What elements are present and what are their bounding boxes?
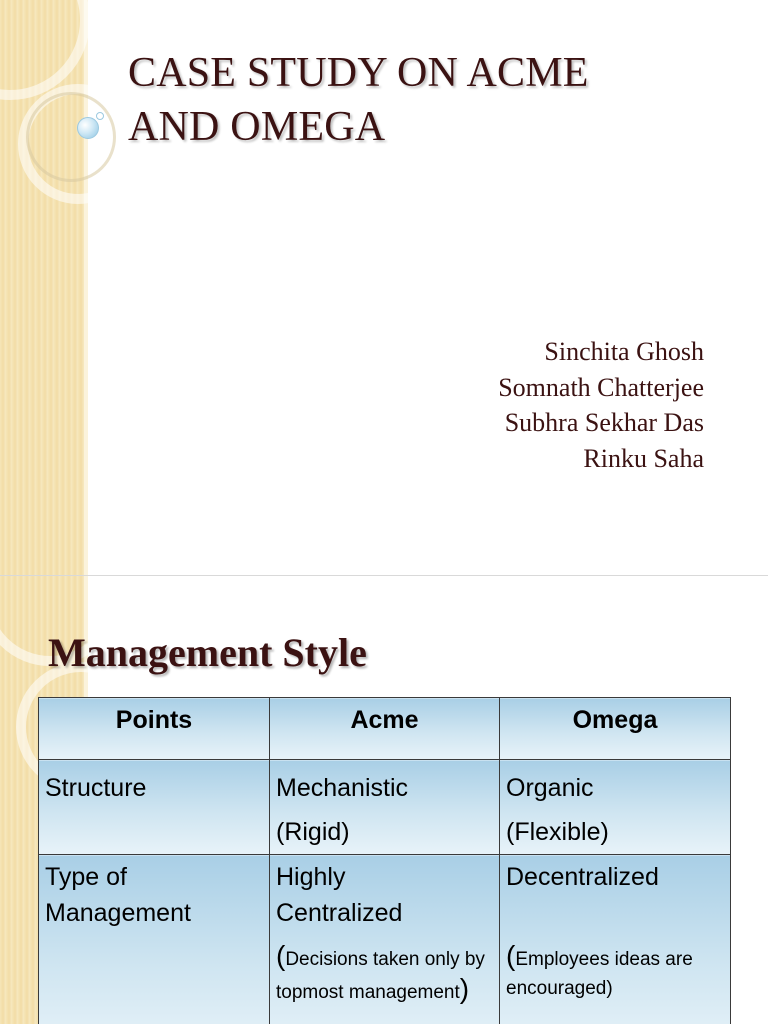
note-text: Decisions taken only by topmost management <box>276 949 485 1003</box>
cell-note <box>276 941 493 1007</box>
table-header-row <box>39 698 731 760</box>
cell-text: Management <box>45 899 191 927</box>
table-cell-point <box>39 760 270 855</box>
slide-heading: Management Style <box>48 630 367 675</box>
comparison-table-container <box>38 697 730 1024</box>
note-paren-close: ) <box>459 973 470 1004</box>
title-line-2: AND OMEGA <box>128 104 386 150</box>
note-paren-open: ( <box>276 940 286 971</box>
table-cell-omega <box>500 855 731 1024</box>
cell-text: Centralized <box>276 899 403 927</box>
header-cell-omega: Omega <box>500 698 731 760</box>
cell-text: Mechanistic <box>276 774 408 802</box>
decorative-bubble-icon <box>77 117 99 139</box>
note-paren-open: ( <box>506 940 516 971</box>
author-name: Subhra Sekhar Das <box>504 408 704 437</box>
management-style-slide <box>0 576 768 1024</box>
table-cell-acme <box>270 760 500 855</box>
cell-note <box>506 941 724 1003</box>
note-text: Employees ideas are encouraged) <box>506 949 693 999</box>
cell-text: (Rigid) <box>276 818 350 846</box>
comparison-table <box>38 697 731 1024</box>
cell-text: Highly <box>276 863 346 891</box>
table-cell-point <box>39 855 270 1024</box>
title-line-1: CASE STUDY ON ACME <box>128 50 589 96</box>
slide-title <box>128 46 589 154</box>
cell-text: Type of <box>45 863 127 891</box>
table-cell-omega <box>500 760 731 855</box>
cell-text: (Flexible) <box>506 818 609 846</box>
cell-text: Organic <box>506 774 594 802</box>
author-list <box>498 334 704 476</box>
header-cell-acme: Acme <box>270 698 500 760</box>
cell-text: Decentralized <box>506 863 659 891</box>
table-row <box>39 760 731 855</box>
author-name: Sinchita Ghosh <box>544 337 704 366</box>
author-name: Rinku Saha <box>583 443 704 473</box>
header-cell-points: Points <box>39 698 270 760</box>
cell-text: Structure <box>45 774 147 802</box>
decorative-ring-icon <box>26 92 116 182</box>
table-cell-acme <box>270 855 500 1024</box>
author-name: Somnath Chatterjee <box>498 372 704 402</box>
table-row <box>39 855 731 1024</box>
decorative-bubble-icon <box>96 112 104 120</box>
